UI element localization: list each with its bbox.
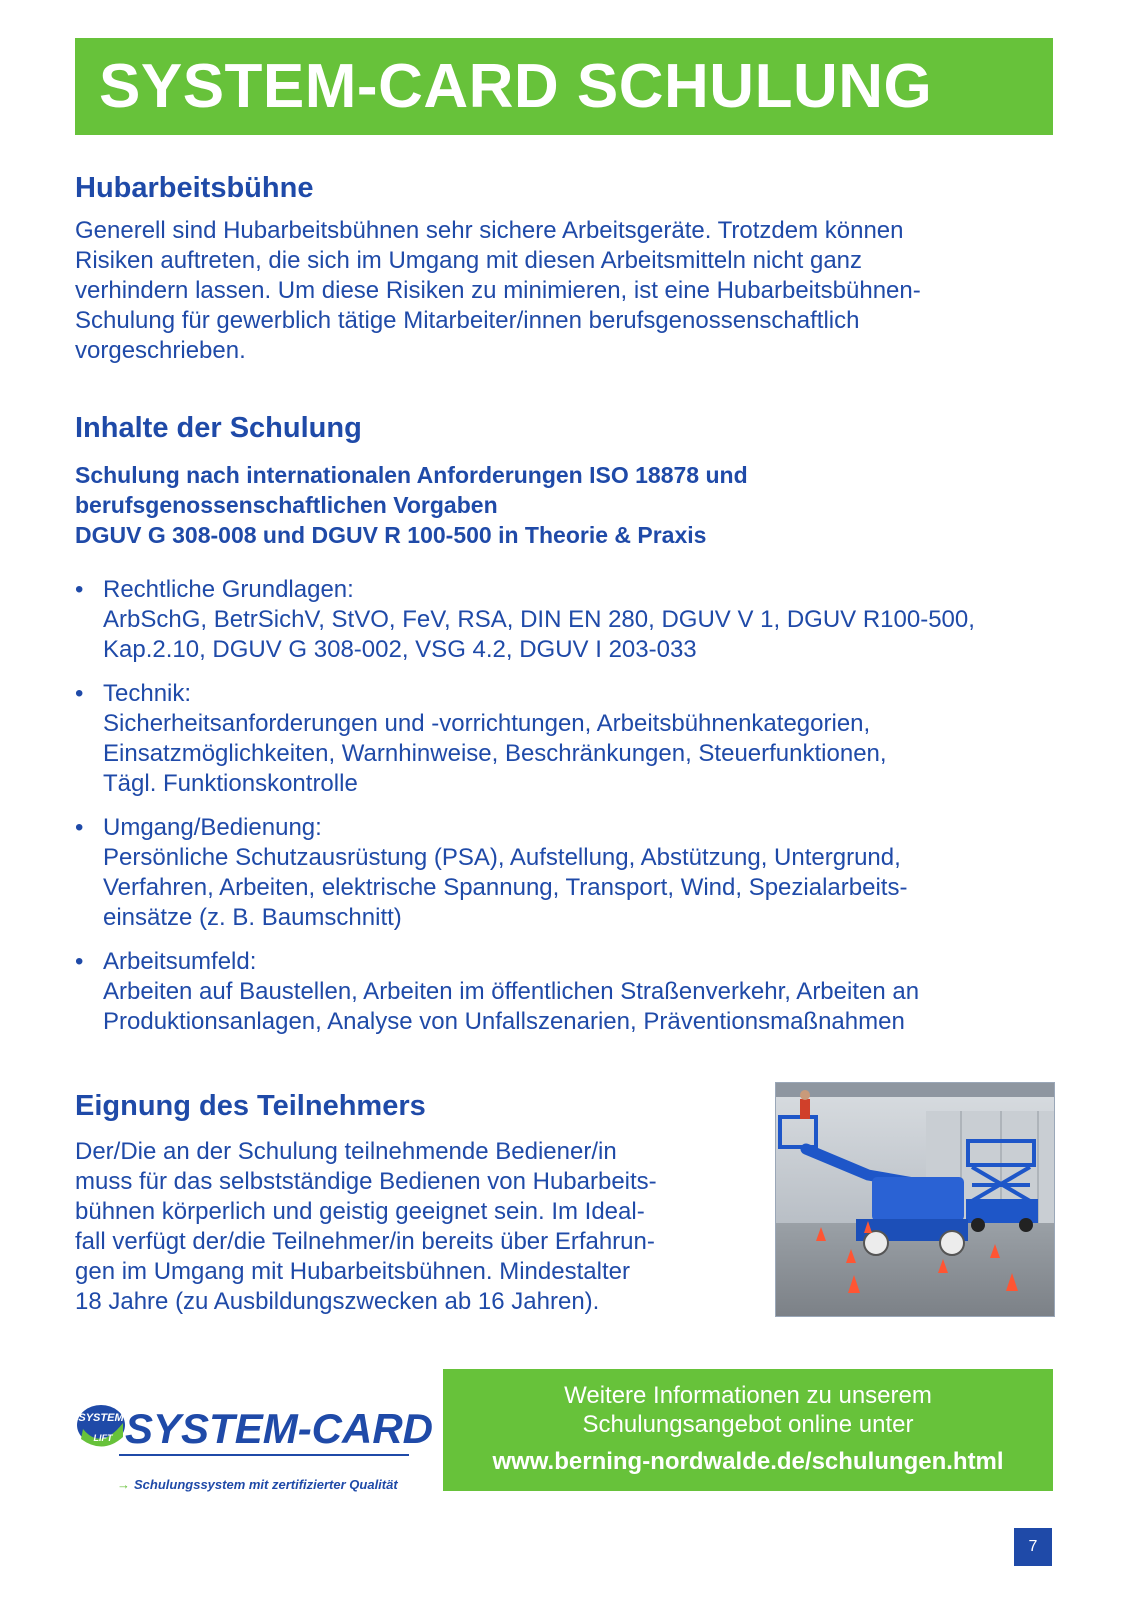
eligibility-paragraph <box>75 1137 755 1317</box>
eligibility-line: bühnen körperlich und geistig geeignet sein. Im Ideal- <box>75 1198 645 1225</box>
list-item-line: Tägl. Funktionskontrolle <box>103 770 358 797</box>
logo-badge-top: SYSTEM <box>78 1412 124 1424</box>
logo-tagline-row <box>117 1477 398 1492</box>
list-item <box>75 813 1055 933</box>
list-item-line: ArbSchG, BetrSichV, StVO, FeV, RSA, DIN EN 280, DGUV V 1, DGUV R100-500, <box>103 606 975 633</box>
aerial-platform-photo <box>776 1083 1054 1316</box>
intro-line: Generell sind Hubarbeitsbühnen sehr sichere Arbeitsgeräte. Trotzdem können <box>75 217 904 244</box>
info-line-1: Weitere Informationen zu unserem <box>564 1382 932 1409</box>
list-item-line: einsätze (z. B. Baumschnitt) <box>103 904 402 931</box>
list-item-line: Einsatzmöglichkeiten, Warnhinweise, Beschränkungen, Steuerfunktionen, <box>103 740 887 767</box>
bullet-icon: • <box>75 576 84 603</box>
info-url-link[interactable]: www.berning-nordwalde.de/schulungen.html <box>492 1448 1004 1475</box>
standards-line: DGUV G 308-008 und DGUV R 100-500 in Theorie & Praxis <box>75 522 707 548</box>
eligibility-line: 18 Jahre (zu Ausbildungszwecken ab 16 Jahren). <box>75 1288 600 1315</box>
title-banner <box>75 38 1053 135</box>
logo-badge-bottom: LIFT <box>93 1433 113 1443</box>
info-box <box>443 1369 1053 1491</box>
list-item-heading: Arbeitsumfeld: <box>103 948 257 975</box>
standards-line: Schulung nach internationalen Anforderungen ISO 18878 und <box>75 462 748 488</box>
intro-line: Risiken auftreten, die sich im Umgang mit diesen Arbeitsmitteln nicht ganz <box>75 247 863 274</box>
bullet-icon: • <box>75 814 84 841</box>
info-line-2: Schulungsangebot online unter <box>582 1411 914 1438</box>
list-item-line: Produktionsanlagen, Analyse von Unfallszenarien, Präventionsmaßnahmen <box>103 1008 905 1035</box>
page-number: 7 <box>1014 1528 1052 1566</box>
training-photo <box>775 1082 1055 1317</box>
intro-paragraph <box>75 216 1015 366</box>
list-item-line: Persönliche Schutzausrüstung (PSA), Aufstellung, Abstützung, Untergrund, <box>103 844 901 871</box>
training-standards <box>75 460 975 550</box>
content-list <box>75 575 1055 1051</box>
bullet-icon: • <box>75 948 84 975</box>
eligibility-line: fall verfügt der/die Teilnehmer/in bereits über Erfahrun- <box>75 1228 655 1255</box>
section-title-eignung: Eignung des Teilnehmers <box>75 1090 426 1122</box>
list-item-heading: Umgang/Bedienung: <box>103 814 322 841</box>
logo-tagline: Schulungssystem mit zertifizierter Qualität <box>134 1477 398 1492</box>
list-item <box>75 947 1055 1037</box>
list-item-heading: Technik: <box>103 680 192 707</box>
eligibility-line: muss für das selbstständige Bedienen von Hubarbeits- <box>75 1168 657 1195</box>
list-item <box>75 575 1055 665</box>
intro-line: Schulung für gewerblich tätige Mitarbeiter/innen berufsgenossenschaftlich <box>75 307 860 334</box>
section-title-hubarbeitsbuehne: Hubarbeitsbühne <box>75 172 314 204</box>
standards-line: berufsgenossenschaftlichen Vorgaben <box>75 492 498 518</box>
eligibility-line: gen im Umgang mit Hubarbeitsbühnen. Mindestalter <box>75 1258 630 1285</box>
eligibility-line: Der/Die an der Schulung teilnehmende Bediener/in <box>75 1138 617 1165</box>
bullet-icon: • <box>75 680 84 707</box>
list-item-line: Arbeiten auf Baustellen, Arbeiten im öffentlichen Straßenverkehr, Arbeiten an <box>103 978 920 1005</box>
section-title-inhalte: Inhalte der Schulung <box>75 412 362 444</box>
list-item <box>75 679 1055 799</box>
list-item-line: Verfahren, Arbeiten, elektrische Spannung, Transport, Wind, Spezialarbeits- <box>103 874 908 901</box>
system-card-logo-mark <box>75 1395 435 1465</box>
intro-line: verhindern lassen. Um diese Risiken zu minimieren, ist eine Hubarbeitsbühnen- <box>75 277 921 304</box>
list-item-line: Kap.2.10, DGUV G 308-002, VSG 4.2, DGUV I 203-033 <box>103 636 697 663</box>
logo-wordmark: SYSTEM-CARD <box>125 1405 434 1452</box>
intro-line: vorgeschrieben. <box>75 337 246 364</box>
list-item-heading: Rechtliche Grundlagen: <box>103 576 354 603</box>
arrow-right-icon: → <box>117 1477 130 1492</box>
list-item-line: Sicherheitsanforderungen und -vorrichtungen, Arbeitsbühnenkategorien, <box>103 710 871 737</box>
page-title: SYSTEM-CARD SCHULUNG <box>99 52 933 121</box>
